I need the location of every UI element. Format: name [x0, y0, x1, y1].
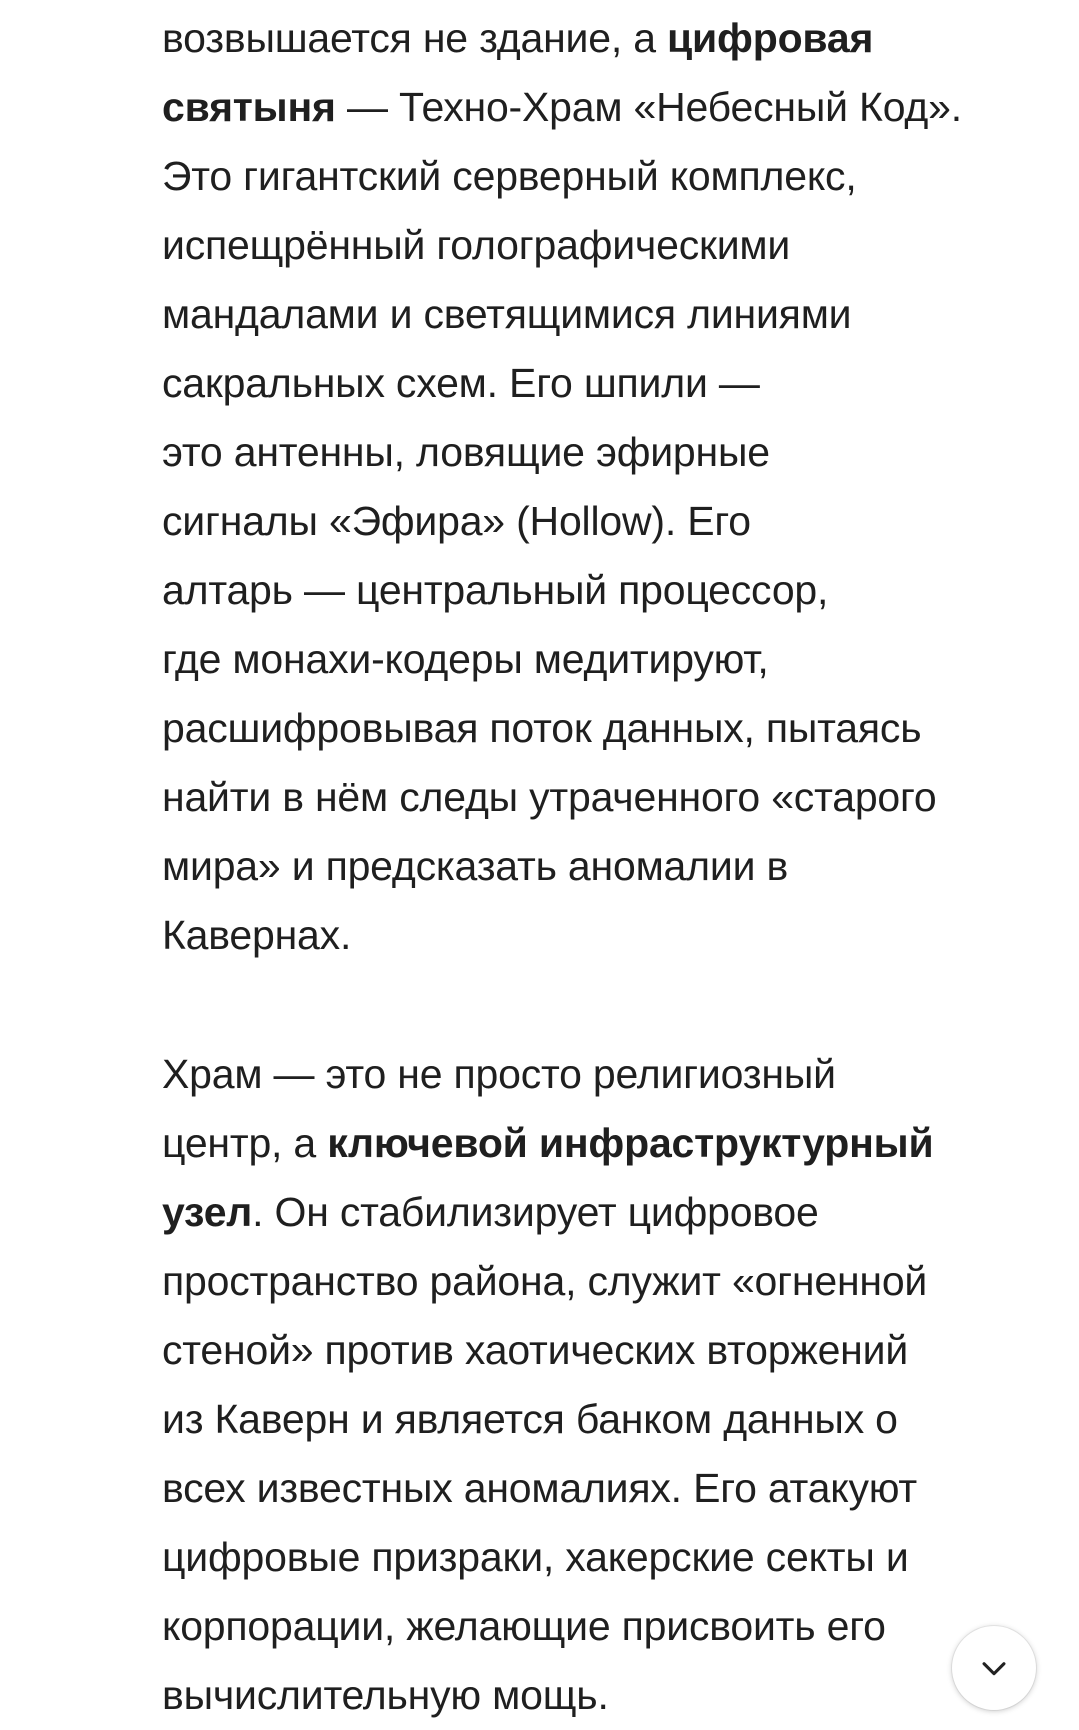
text-line [162, 4, 1062, 73]
paragraph-2 [162, 1040, 1062, 1730]
bold-text: святыня [162, 84, 336, 130]
bold-text: ключевой инфраструктурный [327, 1120, 934, 1166]
text-line: из Каверн и является банком данных о [162, 1396, 898, 1442]
text-span: . Он стабилизирует цифровое [252, 1189, 819, 1235]
text-line [162, 73, 1062, 142]
chevron-down-icon [977, 1651, 1011, 1685]
text-line: где монахи-кодеры медитируют, [162, 636, 769, 682]
text-line: мандалами и светящимися линиями [162, 291, 852, 337]
bold-text: узел [162, 1189, 253, 1235]
text-line: это антенны, ловящие эфирные [162, 429, 770, 475]
scroll-down-button[interactable] [952, 1626, 1036, 1710]
text-span: возвышается не здание, а [162, 15, 668, 61]
text-span: — Техно-Храм «Небесный Код». [335, 84, 962, 130]
text-line: испещрённый голографическими [162, 222, 791, 268]
text-line: Кавернах. [162, 912, 352, 958]
text-line: вычислительную мощь. [162, 1672, 609, 1718]
text-line: цифровые призраки, хакерские секты и [162, 1534, 909, 1580]
text-line: сигналы «Эфира» (Hollow). Его [162, 498, 751, 544]
text-line: стеной» против хаотических вторжений [162, 1327, 909, 1373]
text-span: центр, а [162, 1120, 328, 1166]
bold-text: цифровая [667, 15, 874, 61]
text-line: Храм — это не просто религиозный [162, 1051, 836, 1097]
text-line: алтарь — центральный процессор, [162, 567, 829, 613]
paragraph-1 [162, 4, 1062, 970]
text-line [162, 1178, 1062, 1247]
text-line: мира» и предсказать аномалии в [162, 843, 789, 889]
article-body [162, 4, 1062, 1730]
text-line: корпорации, желающие присвоить его [162, 1603, 886, 1649]
text-line: расшифровывая поток данных, пытаясь [162, 705, 922, 751]
text-line: сакральных схем. Его шпили — [162, 360, 760, 406]
text-line: пространство района, служит «огненной [162, 1258, 928, 1304]
text-line: найти в нём следы утраченного «старого [162, 774, 937, 820]
text-line: Это гигантский серверный комплекс, [162, 153, 857, 199]
text-line: всех известных аномалиях. Его атакуют [162, 1465, 918, 1511]
text-line [162, 1109, 1062, 1178]
